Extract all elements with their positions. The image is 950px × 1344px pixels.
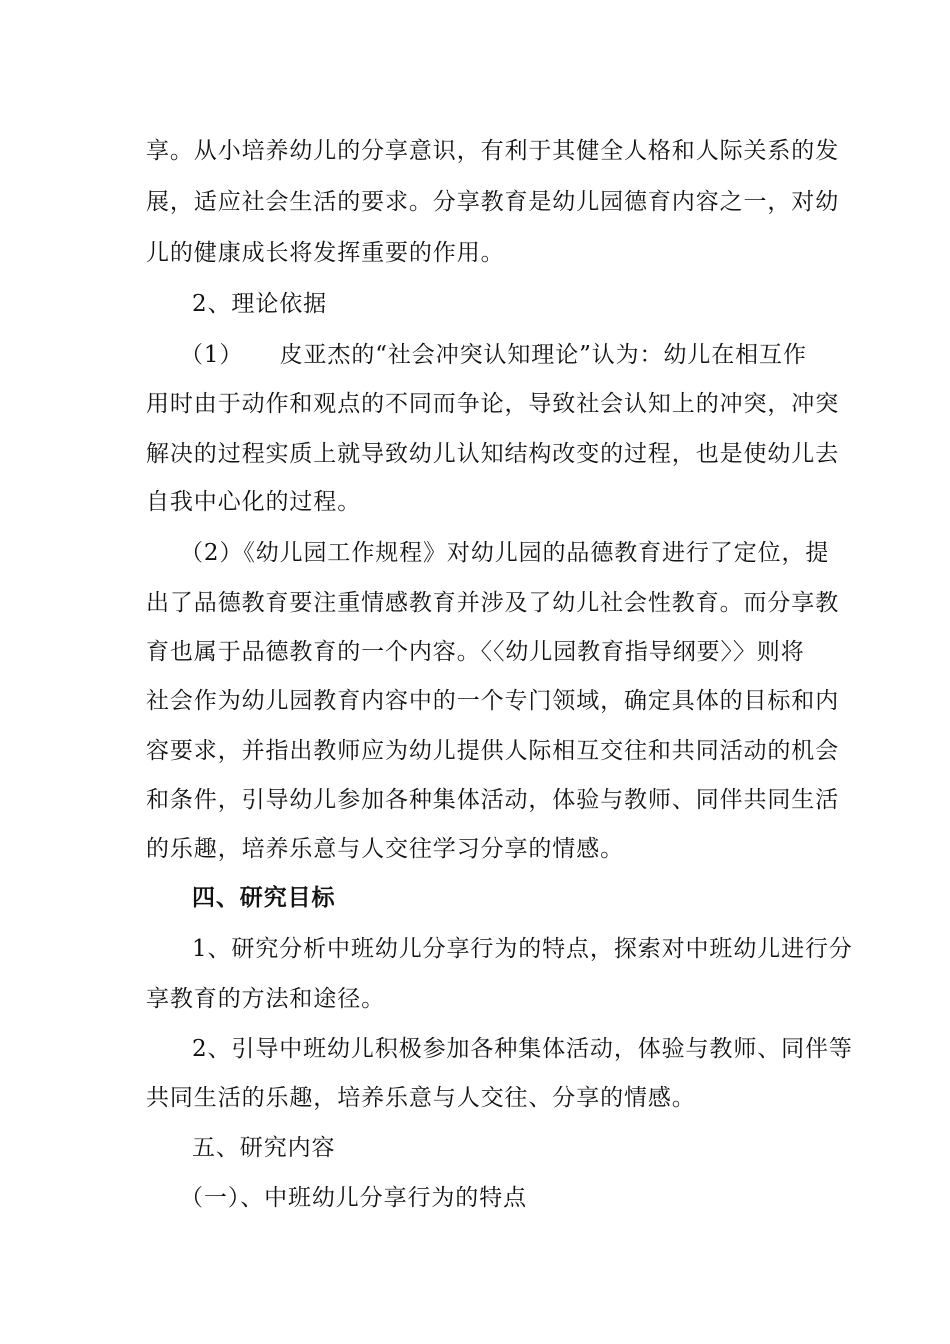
body-text-line: 和条件，引导幼儿参加各种集体活动，体验与教师、同伴共同生活 [146,787,840,813]
body-text-line: 育也属于品德教育的一个内容。〈〈幼儿园教育指导纲要〉〉则将 [146,639,805,665]
body-text-line: 1、研究分析中班幼儿分享行为的特点，探索对中班幼儿进行分 [192,936,853,962]
body-text-line: 用时由于动作和观点的不同而争论，导致社会认知上的冲突，冲突 [146,391,840,417]
body-text-line: 享教育的方法和途径。 [146,986,385,1012]
section-heading: 四、研究目标 [192,884,336,911]
body-text-line: 自我中心化的过程。 [146,489,362,515]
body-text-line: 出了品德教育要注重情感教育并涉及了幼儿社会性教育。而分享教 [146,590,840,616]
subsection-heading: （一）、中班幼儿分享行为的特点 [180,1185,527,1211]
body-text-line: 展，适应社会生活的要求。分享教育是幼儿园德育内容之一，对幼 [146,189,840,215]
body-text-line: 享。从小培养幼儿的分享意识，有利于其健全人格和人际关系的发 [146,138,840,164]
body-text-line: 共同生活的乐趣，培养乐意与人交往、分享的情感。 [146,1085,696,1111]
body-text-line: 解决的过程实质上就导致幼儿认知结构改变的过程，也是使幼儿去 [146,441,840,467]
body-text-line: 社会作为幼儿园教育内容中的一个专门领域，确定具体的目标和内 [146,688,840,714]
body-text-line: （2）《幼儿园工作规程》对幼儿园的品德教育进行了定位，提 [180,540,830,566]
body-text-line: 容要求，并指出教师应为幼儿提供人际相互交往和共同活动的机会 [146,738,840,764]
body-text-line: （1） 皮亚杰的“社会冲突认知理论”认为：幼儿在相互作 [180,342,807,368]
body-text-line: 儿的健康成长将发挥重要的作用。 [146,240,505,266]
body-text-line: 的乐趣，培养乐意与人交往学习分享的情感。 [146,836,624,862]
section-heading: 五、研究内容 [192,1135,336,1161]
body-text-line: 2、引导中班幼儿积极参加各种集体活动，体验与教师、同伴等 [192,1036,853,1062]
section-heading: 2、理论依据 [192,291,328,317]
